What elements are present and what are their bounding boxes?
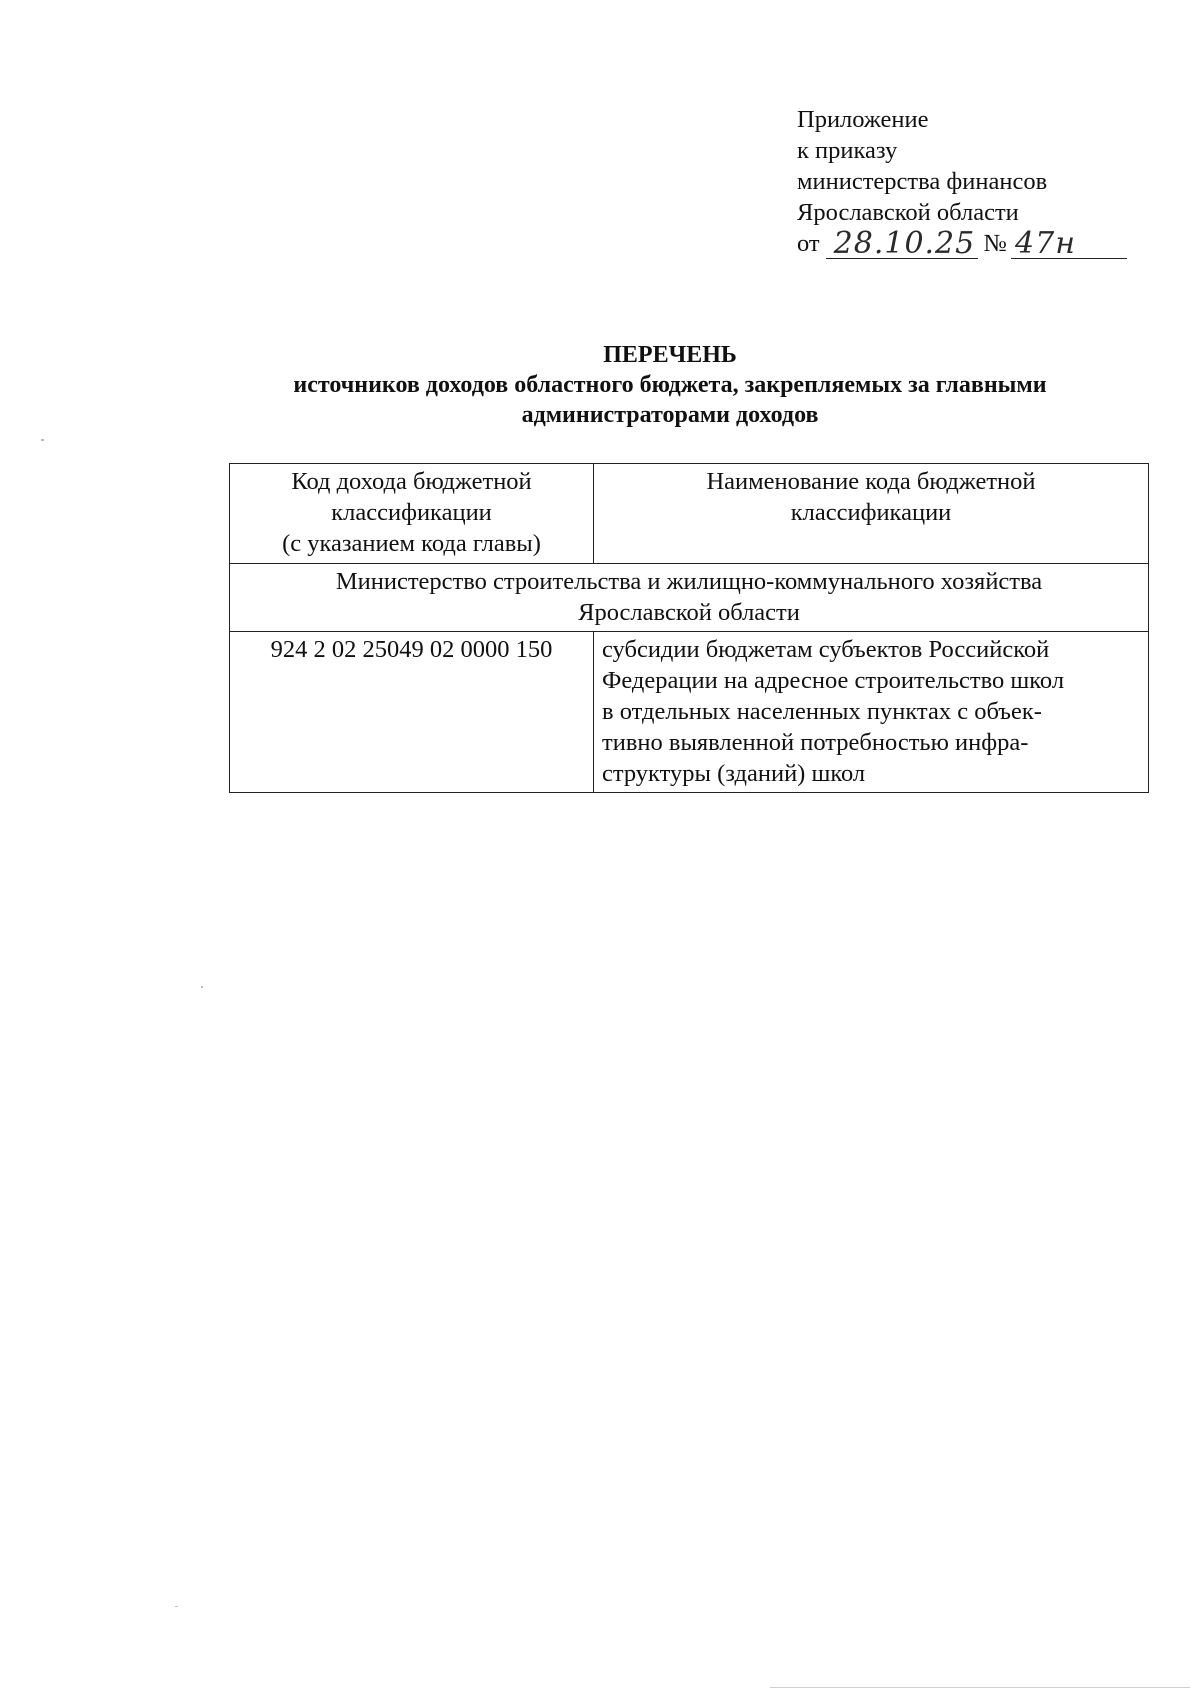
section-row: [230, 564, 1149, 632]
description-text: в отдельных населенных пунктах с объек-: [602, 698, 1042, 725]
scan-speck: [41, 439, 44, 441]
table-row: [230, 632, 1149, 793]
header-text: (с указанием кода главы): [282, 530, 541, 557]
header-text: классификации: [331, 499, 492, 526]
income-description-cell: [594, 632, 1149, 793]
title-subtitle-line: источников доходов областного бюджета, закрепляемых за главными: [293, 372, 1047, 398]
income-sources-table: [229, 463, 1149, 793]
title-heading: ПЕРЕЧЕНЬ: [603, 342, 737, 368]
order-date-field: [826, 228, 978, 259]
appendix-line: министерства финансов: [797, 168, 1048, 195]
title-subtitle-line: администраторами доходов: [521, 402, 819, 428]
handwritten-number: 47н: [1015, 226, 1076, 261]
order-date-number-line: [797, 228, 1127, 259]
date-prefix: от: [797, 230, 820, 257]
appendix-line: Приложение: [797, 106, 929, 133]
header-code-column: [230, 464, 594, 564]
appendix-line: к приказу: [797, 137, 898, 164]
order-number-field: [1011, 228, 1127, 259]
scan-edge-line: [770, 1687, 1190, 1688]
header-text: Наименование кода бюджетной: [706, 468, 1036, 495]
header-name-column: [594, 464, 1149, 564]
description-text: субсидии бюджетам субъектов Российской: [602, 636, 1050, 663]
section-text: Ярославской области: [578, 599, 800, 626]
handwritten-date: 28.10.25: [833, 226, 976, 261]
ministry-section-cell: [230, 564, 1149, 632]
header-text: Код дохода бюджетной: [291, 468, 532, 495]
description-text: Федерации на адресное строительство школ: [602, 667, 1065, 694]
header-text: классификации: [790, 499, 952, 526]
section-text: Министерство строительства и жилищно-коммунального хозяйства: [335, 568, 1043, 595]
number-sign: №: [983, 230, 1008, 257]
table-header-row: [230, 464, 1149, 564]
appendix-line: Ярославской области: [797, 199, 1019, 226]
income-code-cell: 924 2 02 25049 02 0000 150: [230, 632, 594, 793]
description-text: структуры (зданий) школ: [602, 760, 866, 787]
appendix-block: [797, 104, 1127, 259]
scan-speck: [175, 1606, 178, 1607]
document-title: [200, 340, 1140, 430]
scan-speck: [201, 986, 203, 988]
description-text: тивно выявленной потребностью инфра-: [602, 729, 1029, 756]
